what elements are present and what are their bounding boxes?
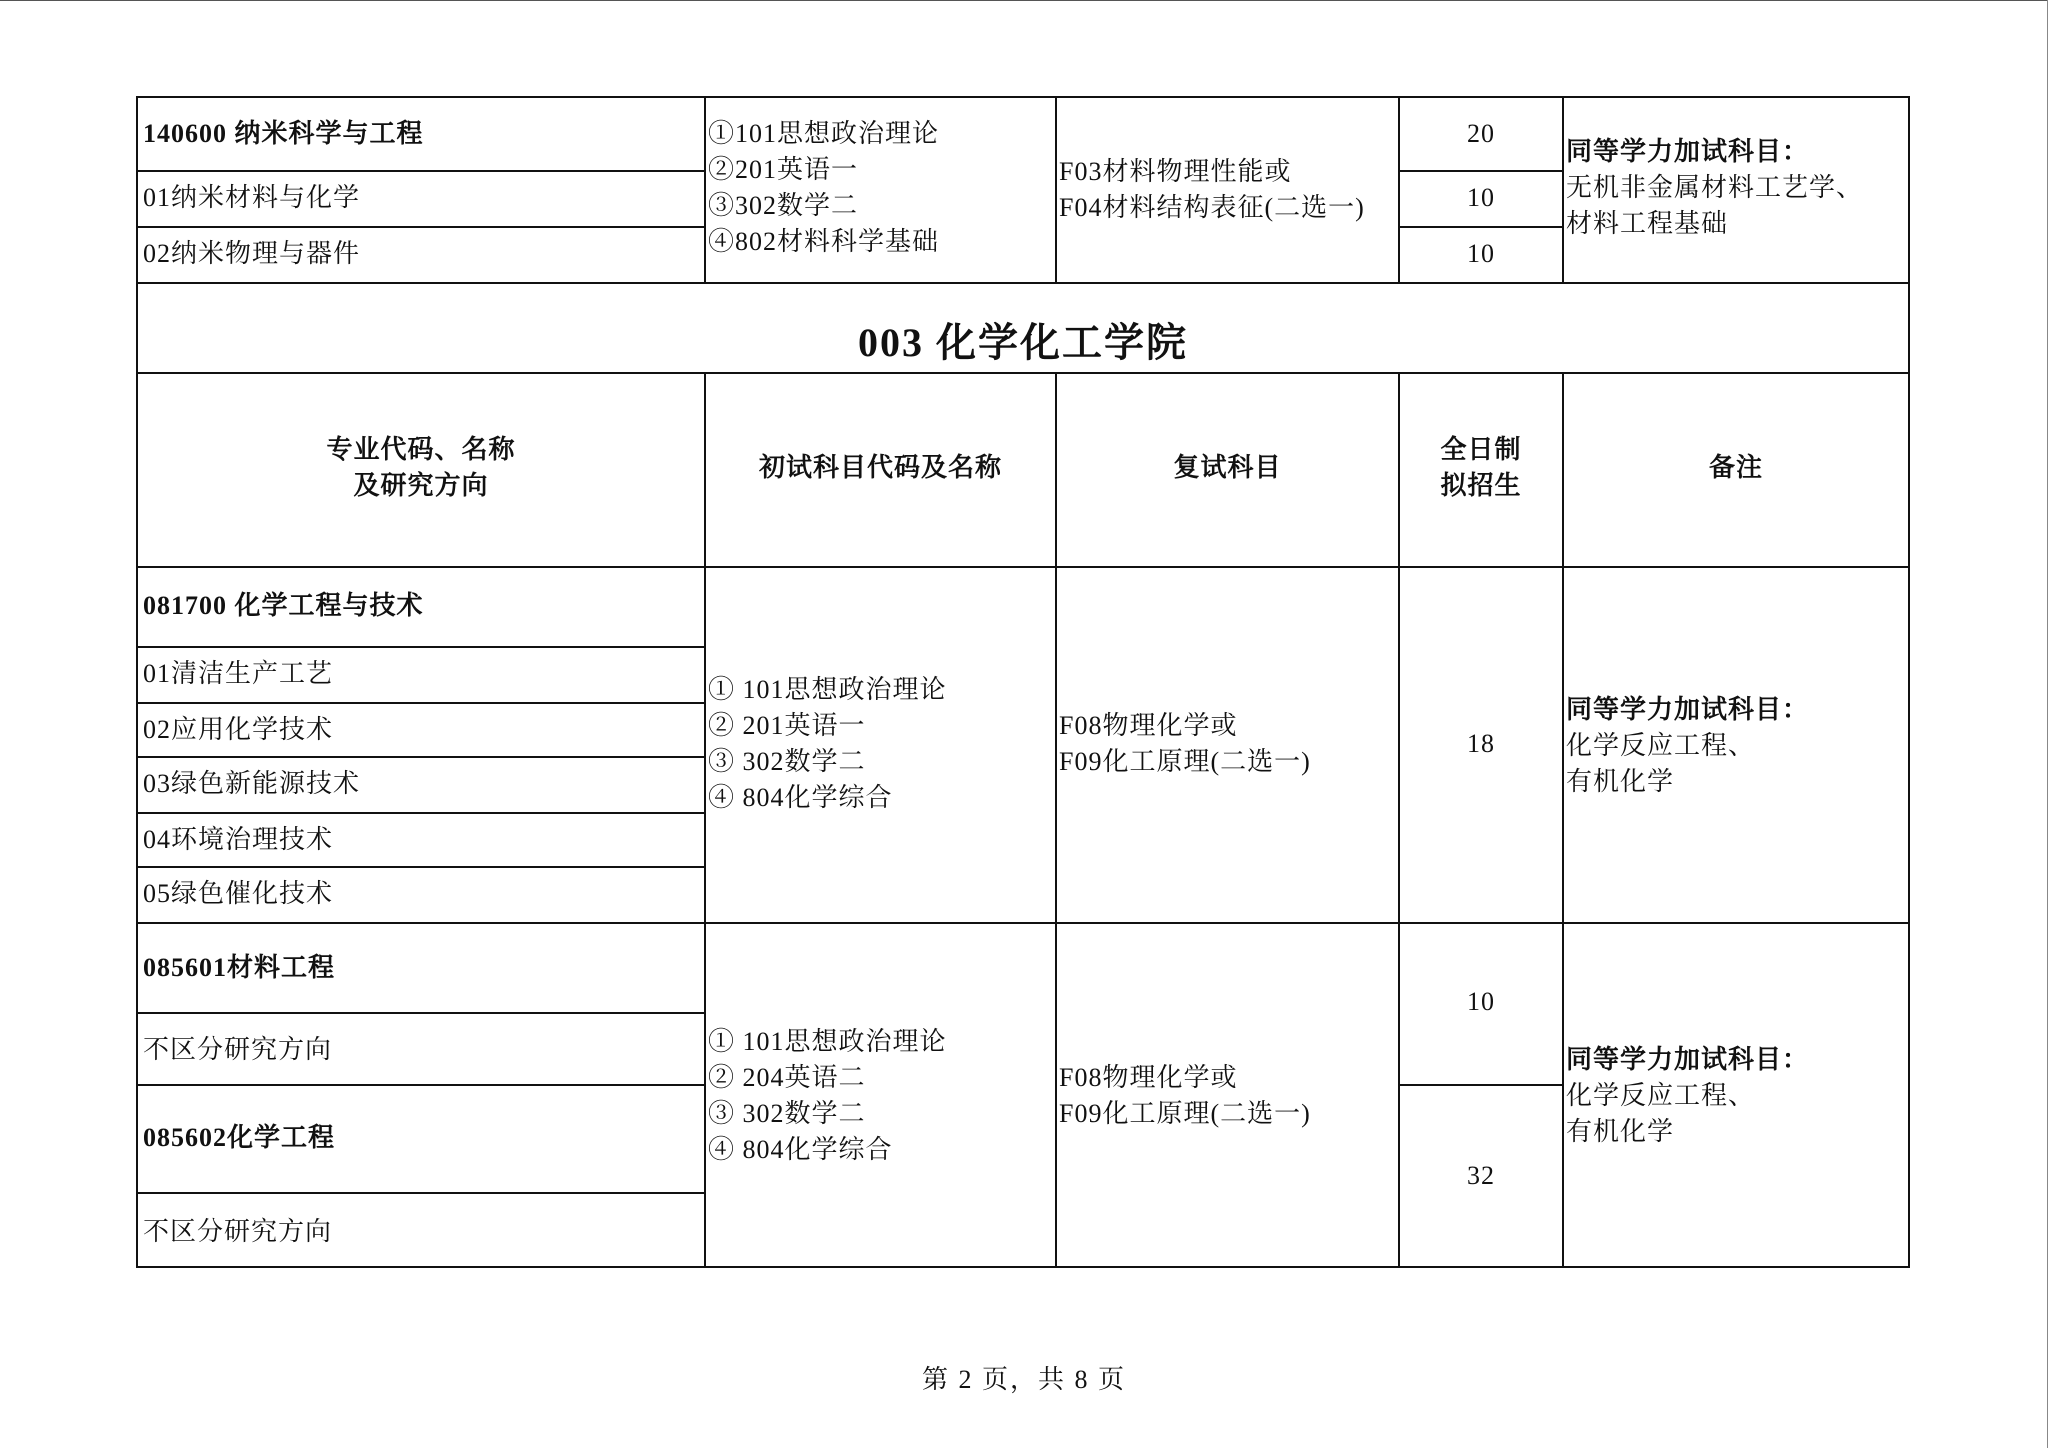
remark-title: 同等学力加试科目：: [1566, 1045, 1810, 1074]
research-direction: 03绿色新能源技术: [143, 769, 361, 798]
header-remark: 备注: [1708, 453, 1763, 482]
research-direction: 02纳米物理与器件: [143, 239, 361, 268]
exam-subject: ③ 302数学二: [708, 1099, 866, 1128]
college-title: 003 化学化工学院: [858, 320, 1188, 365]
column-divider: [1055, 372, 1057, 1266]
quota-value: 32: [1467, 1161, 1495, 1190]
column-divider: [1055, 98, 1057, 282]
quota-value: 10: [1467, 987, 1495, 1016]
research-direction: 02应用化学技术: [143, 715, 334, 744]
major-name: 085601材料工程: [143, 953, 336, 982]
page-footer: 第 2 页，共 8 页: [921, 1365, 1126, 1394]
row-divider: [138, 1192, 704, 1194]
exam-subject: ④802材料科学基础: [708, 227, 940, 256]
retest-subject: F08物理化学或: [1059, 711, 1238, 740]
remark-line: 无机非金属材料工艺学、: [1566, 173, 1864, 202]
research-direction: 不区分研究方向: [143, 1035, 333, 1064]
row-divider: [138, 646, 704, 648]
remark-line: 有机化学: [1566, 767, 1675, 796]
exam-subject: ③ 302数学二: [708, 747, 866, 776]
header-major-sub: 及研究方向: [353, 471, 489, 500]
row-divider: [138, 1084, 704, 1086]
research-direction: 不区分研究方向: [143, 1217, 333, 1246]
row-divider: [138, 866, 704, 868]
major-name: 140600 纳米科学与工程: [143, 119, 424, 148]
remark-title: 同等学力加试科目：: [1566, 695, 1810, 724]
row-divider: [138, 226, 704, 228]
exam-subject: ② 201英语一: [708, 711, 866, 740]
major-name: 081700 化学工程与技术: [143, 591, 424, 620]
major-name: 085602化学工程: [143, 1123, 336, 1152]
retest-subject: F08物理化学或: [1059, 1063, 1238, 1092]
row-divider: [1398, 170, 1562, 172]
retest-subject: F04材料结构表征(二选一): [1059, 193, 1365, 222]
page-border-top: [0, 0, 2048, 1]
row-divider: [138, 812, 704, 814]
remark-line: 化学反应工程、: [1566, 1081, 1756, 1110]
row-divider: [138, 282, 1908, 284]
row-divider: [1398, 1084, 1562, 1086]
header-exam: 初试科目代码及名称: [758, 453, 1002, 482]
row-divider: [138, 566, 1908, 568]
column-divider: [1562, 372, 1564, 1266]
header-quota: 全日制: [1440, 435, 1522, 464]
retest-subject: F09化工原理(二选一): [1059, 747, 1311, 776]
row-divider: [138, 922, 1908, 924]
exam-subject: ② 204英语二: [708, 1063, 866, 1092]
row-divider: [138, 756, 704, 758]
quota-value: 10: [1467, 183, 1495, 212]
research-direction: 01纳米材料与化学: [143, 183, 361, 212]
research-direction: 04环境治理技术: [143, 825, 334, 854]
row-divider: [1398, 226, 1562, 228]
column-divider: [704, 98, 706, 282]
exam-subject: ① 101思想政治理论: [708, 675, 947, 704]
row-divider: [138, 1012, 704, 1014]
header-quota-sub: 拟招生: [1440, 471, 1522, 500]
remark-line: 有机化学: [1566, 1117, 1675, 1146]
remark-title: 同等学力加试科目：: [1566, 137, 1810, 166]
research-direction: 05绿色催化技术: [143, 879, 334, 908]
quota-value: 18: [1467, 729, 1495, 758]
retest-subject: F03材料物理性能或: [1059, 157, 1292, 186]
column-divider: [1398, 372, 1400, 1266]
exam-subject: ②201英语一: [708, 155, 859, 184]
exam-subject: ① 101思想政治理论: [708, 1027, 947, 1056]
admission-table: [136, 96, 1910, 1268]
remark-line: 材料工程基础: [1566, 209, 1729, 238]
row-divider: [138, 170, 704, 172]
quota-value: 20: [1467, 119, 1495, 148]
header-retest: 复试科目: [1173, 453, 1282, 482]
column-divider: [1562, 98, 1564, 282]
header-major: 专业代码、名称: [326, 435, 516, 464]
exam-subject: ①101思想政治理论: [708, 119, 940, 148]
quota-value: 10: [1467, 239, 1495, 268]
exam-subject: ④ 804化学综合: [708, 783, 893, 812]
retest-subject: F09化工原理(二选一): [1059, 1099, 1311, 1128]
research-direction: 01清洁生产工艺: [143, 659, 334, 688]
exam-subject: ③302数学二: [708, 191, 859, 220]
row-divider: [138, 702, 704, 704]
exam-subject: ④ 804化学综合: [708, 1135, 893, 1164]
column-divider: [704, 372, 706, 1266]
remark-line: 化学反应工程、: [1566, 731, 1756, 760]
